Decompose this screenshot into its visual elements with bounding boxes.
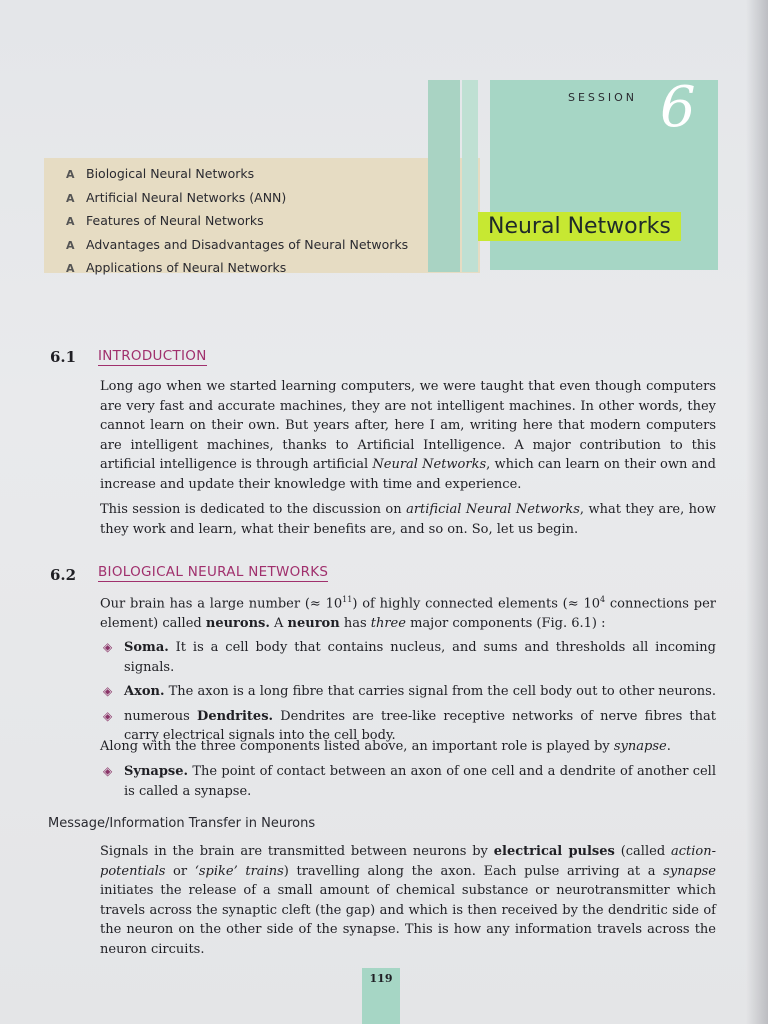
topic-item: A Artificial Neural Networks (ANN): [66, 187, 408, 211]
topics-list: [66, 163, 408, 281]
transfer-paragraph: Signals in the brain are transmitted between neurons by electrical pulses (called action-potentials or ‘spike’ trains) travelling along the axon. Each pulse arriving at a synapse initiates the release of a small amount of chemical substance or neurotransmitter which travels across the synaptic cleft (the gap) and which is then received by the dendritic side of the neuron on the other side of the synapse. This is how any information travels across the neuron circuits.: [100, 844, 717, 957]
topic-marker-icon: A: [66, 215, 75, 228]
topic-marker-icon: A: [66, 238, 75, 252]
intro-paragraph-2: This session is dedicated to the discussion on artificial Neural Networks, what they are, how they work and learn, what their benefits are, and so on. So, let us begin.: [100, 502, 716, 537]
decorative-stripe: [428, 80, 460, 272]
session-number: 6: [660, 75, 696, 140]
page-gutter-shadow: [746, 0, 768, 1024]
topic-marker-icon: A: [66, 191, 75, 205]
list-item: ◈ Soma. It is a cell body that contains nucleus, and sums and thresholds all incoming signals.: [103, 640, 716, 675]
topic-item: A Advantages and Disadvantages of Neural Networks: [66, 234, 408, 258]
diamond-bullet-icon: ◈: [103, 764, 113, 778]
list-item: ◈ Synapse. The point of contact between an axon of one cell and a dendrite of another cell is called a synapse.: [103, 764, 716, 799]
neuron-intro-paragraph: Our brain has a large number (≈ $10^{11}$) of highly connected elements (≈ $10^4$ connections per element) called neurons. A neuron has three major components (Fig. 6.1) :: [100, 595, 717, 631]
list-item: ◈ Axon. The axon is a long fibre that carries signal from the cell body out to other neurons.: [100, 682, 716, 702]
subsection-title: Message/Information Transfer in Neurons: [48, 816, 316, 831]
section-number: 6.2: [50, 566, 77, 584]
section-title: BIOLOGICAL NEURAL NETWORKS: [98, 564, 329, 580]
topic-item: A Features of Neural Networks: [66, 210, 408, 234]
topic-marker-icon: A: [66, 262, 75, 275]
page-number: 119: [362, 968, 400, 1024]
topic-item: A Biological Neural Networks: [66, 163, 408, 187]
synapse-list: [100, 762, 716, 806]
session-label: SESSION: [568, 91, 638, 104]
list-item: ◈ numerous Dendrites. Dendrites are tree-like receptive networks of nerve fibres that carry electrical signals into the cell body.: [103, 708, 716, 744]
section-title: INTRODUCTION: [98, 348, 207, 364]
diamond-bullet-icon: ◈: [103, 708, 113, 723]
decorative-stripe: [462, 80, 478, 272]
chapter-title: Neural Networks: [478, 212, 681, 241]
topic-item: A Applications of Neural Networks: [66, 257, 408, 281]
topic-marker-icon: A: [66, 168, 75, 181]
diamond-bullet-icon: ◈: [103, 684, 113, 699]
synapse-intro-paragraph: Along with the three components listed above, an important role is played by synapse.: [100, 739, 671, 754]
section-number: 6.1: [50, 348, 77, 366]
intro-paragraph: Long ago when we started learning computers, we were taught that even though computers are very fast and accurate machines, they are not intelligent machines. In other words, they cannot learn on their own. But years after, here I am, writing here that modern computers are intelligent machines, thanks to Artificial Intelligence. A major contribution to this artificial intelligence is through artificial Neural Networks, which can learn on their own and increase and update their knowledge with time and experience.: [100, 379, 716, 492]
diamond-bullet-icon: ◈: [103, 640, 113, 654]
neuron-components-list: [100, 638, 716, 751]
